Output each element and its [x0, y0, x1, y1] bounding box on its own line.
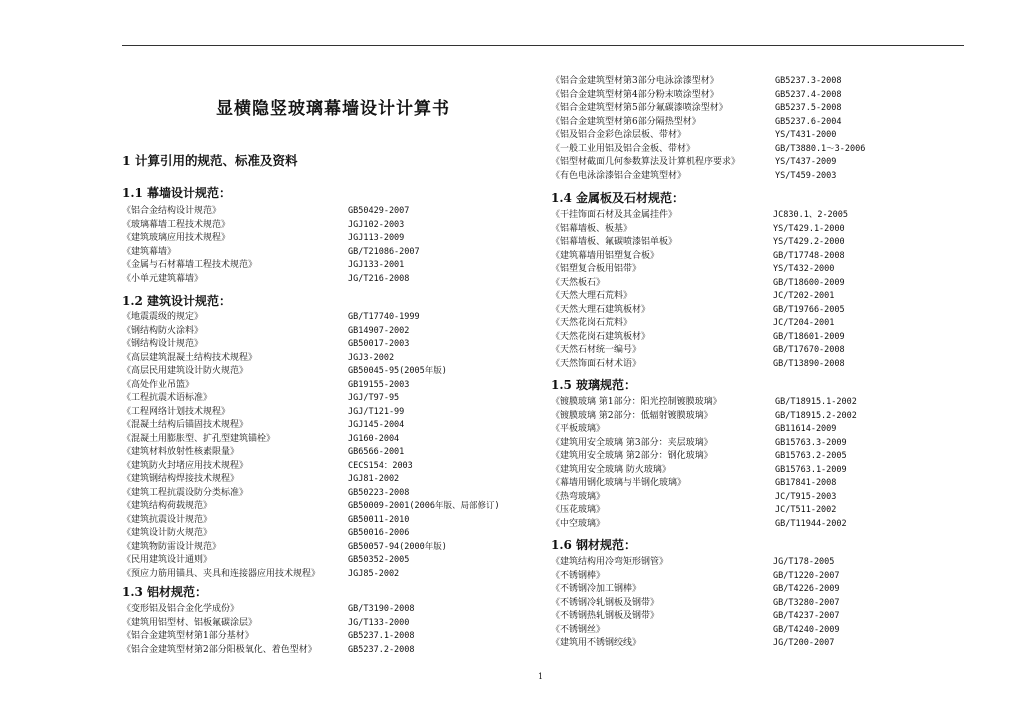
reference-title: 《铝合金建筑型材第1部分基材》: [122, 631, 254, 641]
reference-code: CECS154：2003: [348, 460, 413, 471]
reference-code: YS/T429.1-2000: [773, 223, 845, 234]
reference-code: GB/T1220-2007: [773, 570, 840, 581]
reference-title: 《民用建筑设计通则》: [122, 555, 213, 565]
reference-code: GB/T4237-2007: [773, 611, 840, 621]
reference-title: 《铝型材截面几何参数算法及计算机程序要求》: [551, 157, 741, 167]
reference-code: GB50223-2008: [348, 487, 410, 498]
reference-code: GB/T21086-2007: [348, 246, 420, 257]
reference-title: 《建筑设计防火规范》: [122, 528, 213, 538]
reference-title: 《建筑物防雷设计规范》: [122, 541, 222, 552]
reference-code: YS/T432-2000: [773, 264, 835, 274]
reference-code: JG160-2004: [348, 433, 400, 444]
reference-title: 《钢结构设计规范》: [122, 339, 204, 349]
reference-title: 《天然饰面石材术语》: [551, 358, 642, 369]
reference-code: GB50057-94(2000年版): [348, 541, 447, 552]
reference-code: GB/T13890-2008: [773, 358, 845, 369]
reference-code: JGJ145-2004: [348, 420, 405, 430]
reference-title: 《钢结构防火涂料》: [122, 325, 204, 336]
reference-title: 《建筑用安全玻璃 防火玻璃》: [551, 464, 671, 475]
reference-title: 《高层建筑混凝土结构技术规程》: [122, 352, 258, 363]
reference-title: 《天然大理石建筑板材》: [551, 304, 651, 315]
reference-code: JG/T216-2008: [348, 273, 410, 284]
reference-title: 《建筑钢结构焊接技术规程》: [122, 474, 240, 484]
reference-code: JGJ/T121-99: [348, 406, 405, 417]
reference-title: 《小单元建筑幕墙》: [122, 273, 204, 284]
reference-title: 《幕墙用钢化玻璃与半钢化玻璃》: [551, 478, 687, 488]
reference-title: 《不锈钢冷轧钢板及钢带》: [551, 597, 660, 608]
reference-title: 《铝合金建筑型材第2部分阳极氧化、着色型材》: [122, 644, 317, 655]
reference-title: 《建筑用不锈钢绞线》: [551, 638, 642, 648]
reference-code: GB50017-2003: [348, 339, 410, 349]
reference-code: JGJ102-2003: [348, 219, 405, 230]
reference-code: GB/T17748-2008: [773, 250, 845, 261]
reference-title: 《天然花岗石建筑板材》: [551, 331, 651, 342]
reference-code: JG/T133-2000: [348, 617, 410, 628]
reference-code: JC/T202-2001: [773, 291, 835, 301]
reference-code: JC/T204-2001: [773, 318, 835, 328]
reference-code: GB5237.5-2008: [775, 103, 842, 113]
reference-code: JGJ3-2002: [348, 352, 395, 363]
reference-title: 《天然大理石荒料》: [551, 291, 633, 301]
reference-title: 《铝合金建筑型材第6部分隔热型材》: [551, 116, 701, 127]
reference-code: YS/T459-2003: [775, 170, 837, 181]
reference-title: 《建筑幕墙》: [122, 246, 177, 257]
reference-title: 《建筑抗震设计规范》: [122, 514, 213, 525]
reference-code: GB/T18915.1-2002: [775, 397, 857, 407]
reference-title: 《建筑用铝型材、铝板氟碳涂层》: [122, 617, 258, 628]
reference-code: GB/T19766-2005: [773, 304, 845, 315]
reference-title: 《建筑玻璃应用技术规程》: [122, 233, 231, 243]
reference-code: GB15763.3-2009: [775, 437, 847, 448]
reference-code: GB/T4240-2009: [773, 624, 840, 635]
reference-code: JGJ81-2002: [348, 474, 400, 484]
reference-code: GB/T18600-2009: [773, 277, 845, 288]
reference-title: 《不锈钢丝》: [551, 624, 606, 635]
reference-title: 《高处作业吊篮》: [122, 379, 195, 390]
reference-title: 《中空玻璃》: [551, 518, 606, 529]
page-number: 1: [538, 672, 544, 681]
reference-code: GB17841-2008: [775, 478, 837, 488]
reference-code: GB50016-2006: [348, 528, 410, 538]
reference-code: GB/T11944-2002: [775, 518, 847, 529]
reference-title: 《高层民用建筑设计防火规范》: [122, 366, 249, 376]
reference-title: 《平板玻璃》: [551, 424, 606, 434]
reference-title: 《混凝土结构后锚固技术规程》: [122, 420, 249, 430]
section-title: 1 计算引用的规范、标准及资料: [122, 153, 298, 168]
reference-code: GB5237.6-2004: [775, 116, 842, 127]
section-heading: 1.5 玻璃规范：: [551, 378, 637, 392]
reference-code: GB/T17670-2008: [773, 345, 845, 355]
section-heading: 1.1 幕墙设计规范：: [122, 186, 232, 200]
reference-title: 《干挂饰面石材及其金属挂件》: [551, 210, 678, 220]
reference-title: 《玻璃幕墙工程技术规范》: [122, 219, 231, 230]
reference-code: GB5237.2-2008: [348, 644, 415, 655]
reference-title: 《建筑工程抗震设防分类标准》: [122, 487, 249, 498]
reference-title: 《工程网络计划技术规程》: [122, 406, 231, 417]
reference-code: GB/T18601-2009: [773, 331, 845, 342]
reference-title: 《不锈钢热轧钢板及钢带》: [551, 611, 660, 621]
reference-title: 《铝合金结构设计规范》: [122, 206, 222, 216]
reference-title: 《有色电泳涂漆铝合金建筑型材》: [551, 170, 687, 181]
reference-title: 《一般工业用铝及铝合金板、带材》: [551, 143, 696, 154]
reference-title: 《天然板石》: [551, 277, 606, 288]
reference-code: GB14907-2002: [348, 325, 410, 336]
reference-code: GB15763.2-2005: [775, 451, 847, 461]
reference-code: GB/T4226-2009: [773, 584, 840, 594]
section-heading: 1.6 钢材规范：: [551, 538, 637, 552]
reference-code: GB/T3190-2008: [348, 604, 415, 614]
reference-code: GB5237.1-2008: [348, 631, 415, 641]
reference-code: GB/T17740-1999: [348, 312, 420, 322]
reference-code: GB50352-2005: [348, 555, 410, 565]
reference-title: 《镀膜玻璃 第2部分：低辐射镀膜玻璃》: [551, 410, 713, 421]
reference-title: 《热弯玻璃》: [551, 491, 606, 502]
reference-code: GB5237.3-2008: [775, 76, 842, 86]
reference-title: 《铝幕墙板、氟碳喷漆铝单板》: [551, 237, 678, 247]
reference-code: GB50045-95(2005年版): [348, 366, 447, 376]
reference-title: 《建筑结构用冷弯矩形钢管》: [551, 557, 669, 567]
reference-code: YS/T437-2009: [775, 157, 837, 167]
reference-title: 《镀膜玻璃 第1部分：阳光控制镀膜玻璃》: [551, 397, 722, 407]
reference-code: GB/T3280-2007: [773, 597, 840, 608]
reference-title: 《建筑用安全玻璃 第2部分：钢化玻璃》: [551, 451, 713, 461]
reference-title: 《不锈钢冷加工钢棒》: [551, 584, 642, 594]
reference-title: 《建筑防火封堵应用技术规程》: [122, 460, 249, 471]
reference-title: 《变形铝及铝合金化学成份》: [122, 604, 240, 614]
section-heading: 1.2 建筑设计规范：: [122, 294, 232, 308]
reference-code: JC/T511-2002: [775, 505, 837, 515]
reference-code: GB50429-2007: [348, 206, 410, 216]
reference-title: 《建筑材料放射性核素限量》: [122, 447, 240, 457]
reference-title: 《地震震级的规定》: [122, 312, 204, 322]
reference-code: GB50009-2001(2006年版、局部修订): [348, 501, 500, 511]
reference-code: YS/T429.2-2000: [773, 237, 845, 247]
reference-title: 《铝合金建筑型材第4部分粉末喷涂型材》: [551, 89, 719, 100]
reference-code: GB11614-2009: [775, 424, 837, 434]
reference-title: 《铝合金建筑型材第5部分氟碳漆喷涂型材》: [551, 103, 728, 113]
reference-code: GB15763.1-2009: [775, 464, 847, 475]
reference-code: JGJ113-2009: [348, 233, 405, 243]
reference-code: GB50011-2010: [348, 514, 410, 525]
section-heading: 1.3 铝材规范：: [122, 585, 208, 599]
reference-code: JC/T915-2003: [775, 491, 837, 502]
reference-title: 《天然石材统一编号》: [551, 345, 642, 355]
reference-code: GB/T3880.1～3-2006: [775, 143, 866, 154]
reference-title: 《铝及铝合金彩色涂层板、带材》: [551, 130, 687, 140]
reference-code: YS/T431-2000: [775, 130, 837, 140]
reference-code: JG/T200-2007: [773, 638, 835, 648]
reference-code: GB/T18915.2-2002: [775, 410, 857, 421]
reference-title: 《金属与石材幕墙工程技术规范》: [122, 260, 258, 270]
reference-title: 《铝合金建筑型材第3部分电泳涂漆型材》: [551, 76, 719, 86]
reference-code: JG/T178-2005: [773, 557, 835, 567]
reference-code: JGJ85-2002: [348, 568, 400, 579]
reference-title: 《不锈钢棒》: [551, 570, 606, 581]
reference-title: 《预应力筋用锚具、夹具和连接器应用技术规程》: [122, 568, 321, 579]
reference-code: GB6566-2001: [348, 447, 405, 457]
reference-title: 《铝幕墙板、板基》: [551, 223, 633, 234]
reference-title: 《建筑用安全玻璃 第3部分：夹层玻璃》: [551, 437, 713, 448]
reference-title: 《天然花岗石荒料》: [551, 318, 633, 328]
reference-title: 《混凝土用膨胀型、扩孔型建筑锚栓》: [122, 433, 276, 444]
reference-title: 《压花玻璃》: [551, 505, 606, 515]
reference-code: JGJ/T97-95: [348, 393, 400, 403]
header-rule: [122, 45, 964, 46]
reference-title: 《建筑结构荷载规范》: [122, 501, 213, 511]
reference-title: 《建筑幕墙用铝塑复合板》: [551, 250, 660, 261]
reference-title: 《工程抗震术语标准》: [122, 393, 213, 403]
reference-code: GB5237.4-2008: [775, 89, 842, 100]
reference-code: JC830.1、2-2005: [773, 210, 849, 220]
reference-title: 《铝塑复合板用铝带》: [551, 264, 642, 274]
document-title: 显横隐竖玻璃幕墙设计计算书: [216, 99, 450, 119]
reference-code: JGJ133-2001: [348, 260, 405, 270]
section-heading: 1.4 金属板及石材规范：: [551, 191, 685, 205]
reference-code: GB19155-2003: [348, 379, 410, 390]
